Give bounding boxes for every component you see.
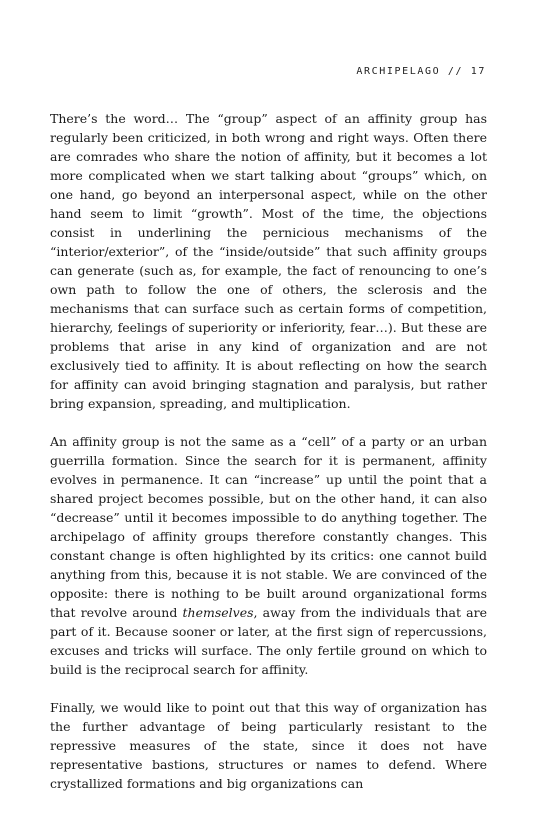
emphasized-word: themselves xyxy=(182,605,254,620)
paragraph-2 xyxy=(50,432,487,679)
page-number: 17 xyxy=(470,66,486,77)
body-text xyxy=(50,109,487,793)
running-header xyxy=(356,66,486,77)
paragraph-2-text-start: An affinity group is not the same as a “cell” of a party or an urban guerrilla formation. Since the search for it is permanent, affinity evolves in permanence. It can “increase” up until the point that a shared project becomes possible, but on the other hand, it can also “decrease” until it becomes impossible to do anything together. The archipelago of affinity groups therefore constantly changes. This constant change is often highlighted by its critics: one cannot build anything from this, because it is not stable. We are convinced of the opposite: there is nothing to be built around organizational forms that revolve around xyxy=(50,434,487,620)
running-title: ARCHIPELAGO xyxy=(356,66,441,77)
paragraph-1: There’s the word… The “group” aspect of an affinity group has regularly been criticized, in both wrong and right ways. Often there are comrades who share the notion of affinity, but it becomes a lot more complicated when we start talking about “groups” which, on one hand, go beyond an interpersonal aspect, while on the other hand seem to limit “growth”. Most of the time, the objections consist in underlining the pernicious mechanisms of the “interior/exterior”, of the “inside/outside” that such affinity groups can generate (such as, for example, the fact of renouncing to one’s own path to follow the one of others, the sclerosis and the mechanisms that can surface such as certain forms of competition, hierarchy, feelings of superiority or inferiority, fear…). But these are problems that arise in any kind of organization and are not exclusively tied to affinity. It is about reflecting on how the search for affinity can avoid bringing stagnation and paralysis, but rather bring expansion, spreading, and multiplication. xyxy=(50,111,487,411)
paragraph-2-text-end: , away from the individuals that are part of it. Because sooner or later, at the first sign of repercussions, excuses and tricks will surface. The only fertile ground on which to build is the reciprocal search for affinity. xyxy=(50,605,487,677)
paragraph-3: Finally, we would like to point out that this way of organization has the further advantage of being particularly resistant to the repressive measures of the state, since it does not have representative bastions, structures or names to defend. Where crystallized formations and big organizations can xyxy=(50,700,487,791)
header-separator: // xyxy=(447,66,464,77)
